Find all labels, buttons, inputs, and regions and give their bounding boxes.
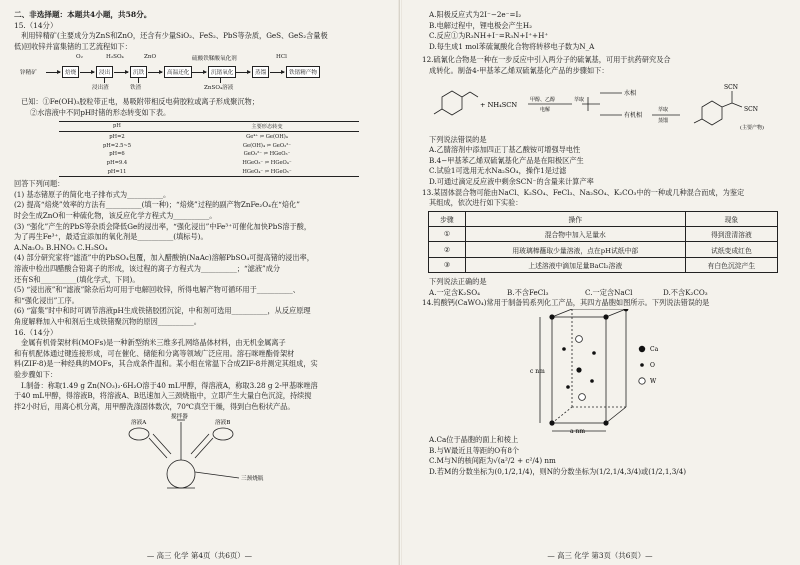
q13-option: A.一定含K₂SO₄ xyxy=(429,287,480,297)
label-solution-b: 溶液B xyxy=(215,420,231,427)
q14-option: D.若M的分数坐标为(0,1/2,1/4)，则N的分数坐标为(1/2,1/4,3/4)或(1/2,1,3/4) xyxy=(429,466,687,476)
operation-1: 萃取 xyxy=(658,106,669,113)
form-cell: HGeO₄⁻ ⇌ HGeO₅⁻ xyxy=(175,167,359,176)
product-scn-2: SCN xyxy=(744,105,758,113)
flow-arrow xyxy=(148,72,162,73)
answer-intro: 回答下列问题： xyxy=(14,179,65,189)
q12-reaction-scheme xyxy=(422,77,786,135)
flow-arrow xyxy=(114,72,128,73)
operation-cell: 混合物中加入足量水 xyxy=(465,227,685,242)
q13-steps-table xyxy=(428,211,778,274)
q12-option: C.试验1可选用无水Na₂SO₄，操作1是过滤 xyxy=(429,166,567,176)
operation-cell: 上述溶液中滴加足量BaCl₂溶液 xyxy=(465,257,685,272)
q11-option: D.每生成1 mol苯硫氰酸化合物将转移电子数为N_A xyxy=(429,41,595,51)
reaction-scheme-svg xyxy=(422,77,782,135)
left-footer: — 高三 化学 第4页（共6页）— xyxy=(146,551,253,560)
q15-intro-2: 低)回收锌并富集锗的工艺流程如下： xyxy=(14,41,132,51)
table-row xyxy=(429,257,778,272)
a-axis-label: a nm xyxy=(570,428,586,435)
table-row xyxy=(59,159,359,168)
ph-cell: pH=2 xyxy=(109,133,125,140)
label-solution-a: 溶液A xyxy=(131,420,147,427)
table-row xyxy=(429,242,778,257)
c-axis-label: c nm xyxy=(530,368,545,375)
flow-arrow xyxy=(236,72,250,73)
flow-box-filt: 蒸馏 xyxy=(252,66,269,78)
form-cell: Ge(OH)₄ ⇌ GeO₃²⁻ xyxy=(242,142,292,149)
q13-options-intro: 下列说法正确的是 xyxy=(429,277,487,287)
q15-sub: (1) 基态锗原子的简化电子排布式为__________。 xyxy=(14,189,171,199)
q12-options-intro: 下列说法错误的是 xyxy=(429,134,487,144)
q13-stem: 其组成，依次进行如下实验： xyxy=(429,198,523,208)
q13-option: D.不含K₂CO₃ xyxy=(663,287,708,297)
q15-sub: (6) “富集”时中和时可调节溶液pH生成铁锗胶团沉淀，中和剂可选用__________，从反应原理 xyxy=(14,306,311,316)
table-row xyxy=(429,227,778,242)
section-heading: 二、非选择题：本题共4小题，共58分。 xyxy=(14,10,152,19)
q12-option: D.可通过滴定反应液中剩余SCN⁻的含量来计算产率 xyxy=(429,176,594,186)
q12-option: B.4−甲基苯乙烯双硫氰基化产品是在阳极区产生 xyxy=(429,155,584,165)
q15-sub: 溶液中检出四醋酸合铅离子的形成，该过程的离子方程式为__________；“滤液”成分 xyxy=(14,264,281,273)
q13-option: B.不含FeCl₃ xyxy=(507,287,549,297)
q11-option: C.反应①为R₃NH+I⁻=R₃N+I⁺+H⁺ xyxy=(429,31,549,41)
table-row xyxy=(59,132,359,141)
flow-box-roast: 焙烧 xyxy=(62,66,79,78)
condition-solvent: 甲醇、乙醇 xyxy=(530,96,556,103)
q15-sub: A.Na₂O₂ B.HNO₃ C.H₂SO₄ xyxy=(14,242,108,252)
water-phase: 水相 xyxy=(624,89,637,97)
reagent-nh4scn: + NH₄SCN xyxy=(480,100,518,109)
condition-extract: 萃取 xyxy=(574,96,585,103)
ph-cell: pH=9.4 xyxy=(106,160,128,167)
flow-leach-residue: 浸出渣 xyxy=(92,85,109,92)
q16-line: 和有机配体通过键连接形成，可在催化、储能和分离等领域广泛应用。溶石咪唑酯骨架材 xyxy=(14,348,295,358)
form-cell: GeO₃²⁻ ⇌ HGeO₃⁻ xyxy=(243,151,291,158)
legend-o: O xyxy=(650,362,655,369)
three-neck-flask-diagram xyxy=(109,412,309,494)
form-cell: Ge⁴⁺ ⇌ Ge(OH)₄ xyxy=(246,133,288,140)
q16-line: 金属有机骨架材料(MOFs)是一种新型纳米三维多孔网络晶体材料，由无机金属离子 xyxy=(21,338,286,348)
q15-sub: (2) 提高“焙烧”效率的方法有__________(填一种)；“焙烧”过程的副产物ZnFe₂O₄在“焙化” xyxy=(14,200,300,210)
q14-option: C.M与N的核间距为√(a²/2 + c²/4) nm xyxy=(429,456,556,466)
ph-table-header: 主要形态转变 xyxy=(175,121,359,132)
flow-box-leach: 浸出 xyxy=(96,66,113,78)
q15-sub: 还有S和__________(填化学式，下同)。 xyxy=(14,274,140,284)
operation-cell: 用玻璃棒蘸取少量溶液，点在pH试纸中部 xyxy=(465,242,685,257)
q16-line: 料(ZIF-8)是一种经典的MOFs，其合成条件温和。某小组在常温下合成ZIF-8并测定其组成，实 xyxy=(14,359,318,369)
q11-option: B.电解过程中，锂电极会产生H₂ xyxy=(429,20,532,30)
flow-hcl: HCl xyxy=(276,54,287,61)
step-cell: ② xyxy=(429,242,466,257)
product-scn-1: SCN xyxy=(724,83,738,91)
q15-sub: (3) “强化”产生的PbS等杂质会降低Ge的浸出率，“强化浸出”中Fe³⁺可催化加快PbS溶于酸， xyxy=(14,221,312,231)
step-cell: ③ xyxy=(429,257,466,272)
legend-ca: Ca xyxy=(650,346,659,353)
flow-box-end: 铁锗精产物 xyxy=(286,66,320,78)
right-footer: — 高三 化学 第3页（共6页）— xyxy=(547,551,653,560)
q14-option: A.Ca位于晶胞的面上和棱上 xyxy=(429,435,519,444)
flow-zno: ZnO xyxy=(144,54,157,61)
q15-sub: (4) 部分研究家将“滤渣”中的PbSO₄包覆，加入醋酸钠(NaAc)溶解PbSO₄可提高锗的浸出率， xyxy=(14,253,314,263)
table-header: 步骤 xyxy=(429,211,466,226)
flow-box-oxid: 沉锗氧化 xyxy=(208,66,236,78)
q15-known-2: ②水溶液中不同pH时锗的形态转变如下表。 xyxy=(30,107,171,117)
ph-cell: pH=6 xyxy=(109,151,125,158)
flow-zn-solution: ZnSO₄溶液 xyxy=(204,85,234,92)
q15-intro-1: 利用锌精矿(主要成分为ZnS和ZnO，还含有少量SiO₂、FeS₂、PbS等杂质，GeS、GeS₂含量极 xyxy=(21,31,328,41)
q12-stem: 成转化。制备4-甲基苯乙烯双硫氰基化产品的步骤如下： xyxy=(429,65,609,75)
phenomenon-cell: 有白色沉淀产生 xyxy=(685,257,777,272)
flow-o2: O₂ xyxy=(76,54,83,61)
flow-box-ge: 高温还化 xyxy=(164,66,192,78)
right-page xyxy=(400,0,800,565)
q13-stem: 13.某固体混合物可能由NaCl、K₂SO₄、FeCl₃、Na₂SO₄、K₂CO₃中的一种或几种混合而成，为鉴定 xyxy=(422,187,745,197)
condition-electrolysis: 电解 xyxy=(540,106,551,113)
q16-line: Ⅰ.制备：称取1.49 g Zn(NO₃)₂·6H₂O溶于40 mL甲醇，得溶液A，称取3.28 g 2-甲基咪唑溶 xyxy=(21,380,318,390)
apparatus-figure xyxy=(109,412,309,494)
product-label: (主要产物) xyxy=(740,124,764,131)
q16-title: 16.（14分） xyxy=(14,327,58,337)
crystal-cell-diagram xyxy=(422,309,782,435)
phenomenon-cell: 得到澄清溶液 xyxy=(685,227,777,242)
label-stirrer: 搅拌器 xyxy=(171,414,188,421)
flow-h2so4: H₂SO₄ xyxy=(106,54,124,61)
ph-table xyxy=(59,121,359,178)
form-cell: HGeO₃⁻ ⇌ HGeO₄⁻ xyxy=(242,160,292,167)
q13-option: C.一定含NaCl xyxy=(585,287,633,297)
q16-line: 拌2小时后，用离心机分离，用甲醇洗涤固体数次，70℃真空干燥，得到白色粉状产品。 xyxy=(14,401,295,411)
table-header: 现象 xyxy=(685,211,777,226)
q15-sub: (5) “浸出液”和“滤液”除杂后均可用于电解回收锌，所得电解产物可循环用于__________、 xyxy=(14,285,300,295)
q14-option: B.与W最近且等距的O有8个 xyxy=(429,445,520,455)
q15-sub: 角度解释加入中和剂后生成铁锗聚沉物的原因__________。 xyxy=(14,316,201,326)
q15-known-1: 已知：①Fe(OH)₃胶粒带正电，易吸附带相反电荷胶粒或离子形成聚沉物； xyxy=(21,97,259,107)
phenomenon-cell: 试纸变成红色 xyxy=(685,242,777,257)
operation-2: 蒸馏 xyxy=(658,117,669,124)
legend-w: W xyxy=(650,378,657,385)
ph-cell: pH=2.5~5 xyxy=(102,142,132,149)
flow-raw: 锌精矿 xyxy=(20,70,37,77)
q14-stem: 14.钨酸钙(CaWO₄)常用于制备钨系列化工产品，其四方晶胞如图所示。下列说法错误的是 xyxy=(422,298,710,308)
q15-flowchart xyxy=(14,54,385,94)
table-row xyxy=(59,141,359,150)
table-row xyxy=(59,167,359,176)
q15-sub: 为了再生Fe³⁺，最适宜添加的氧化剂是__________(填标号)。 xyxy=(14,232,208,242)
ph-cell: pH=11 xyxy=(59,167,175,176)
flow-fe-residue: 铁渣 xyxy=(130,85,142,92)
step-cell: ① xyxy=(429,227,466,242)
flow-arrow xyxy=(80,72,94,73)
flow-arrow xyxy=(46,72,60,73)
flow-reagent: 硫酸铁鞣酸氧化剂 xyxy=(192,56,237,63)
flow-box-fe: 沉铁 xyxy=(130,66,147,78)
label-flask: 三颈烧瓶 xyxy=(241,476,264,483)
q12-option: A.乙腈溶剂中添加四正丁基乙酸铵可增强导电性 xyxy=(429,145,581,155)
ph-table-header: pH xyxy=(59,121,175,132)
q16-line: 验步骤如下： xyxy=(14,369,58,379)
table-header: 操作 xyxy=(465,211,685,226)
q12-stem: 12.硫氰化合物是一种在一步反应中引入两分子的硫氰基，可用于抗药研究及合 xyxy=(422,55,671,65)
q13-options xyxy=(422,288,786,299)
flow-arrow xyxy=(270,72,284,73)
q11-option: A.阳极反应式为2I⁻−2e⁻=I₂ xyxy=(429,10,522,19)
q16-line: 于40 mL甲醇，得溶液B，将溶液A、B迅速加入三颈烧瓶中，立即产生大量白色沉淀，持续搅 xyxy=(14,391,312,401)
q15-sub: 时会生成ZnO和一种硫化物，该反应化学方程式为__________。 xyxy=(14,211,217,221)
organic-phase: 有机相 xyxy=(624,111,643,119)
q15-sub: 和“强化浸出”工序。 xyxy=(14,295,79,305)
q15-title: 15.（14分） xyxy=(14,20,58,30)
q14-crystal-figure xyxy=(422,309,786,435)
table-row xyxy=(59,150,359,159)
flow-arrow xyxy=(192,72,206,73)
